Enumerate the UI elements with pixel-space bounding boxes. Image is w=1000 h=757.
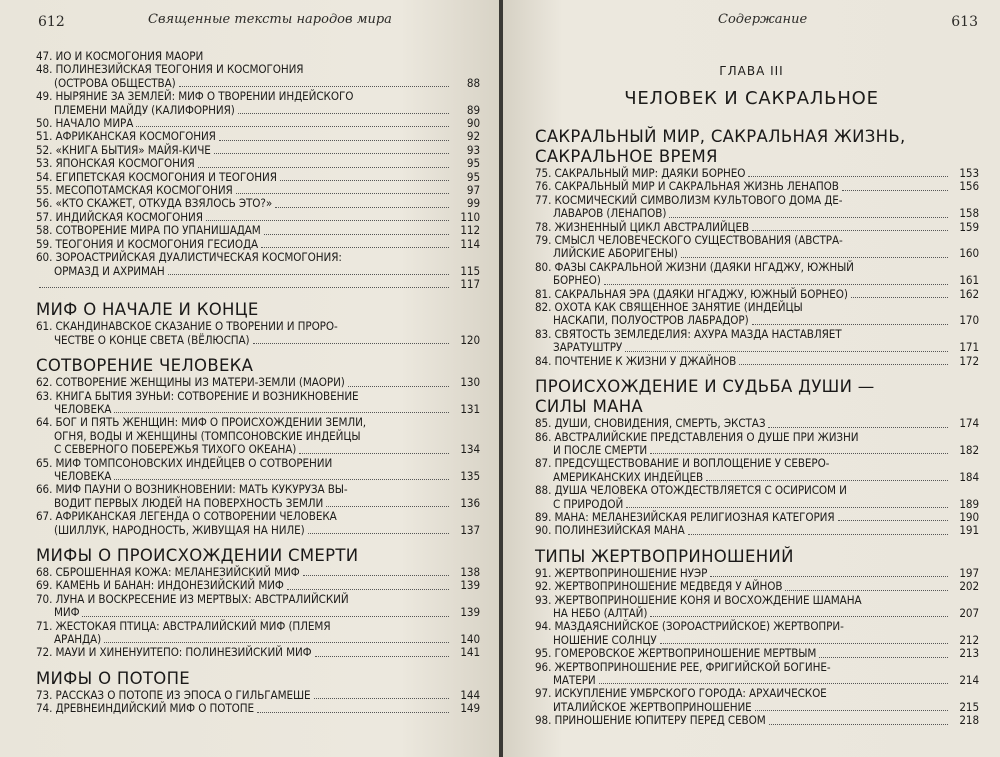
toc-entry-line: АРАНДА) <box>54 632 102 647</box>
toc-entry-line: 80. ФАЗЫ САКРАЛЬНОЙ ЖИЗНИ (ДАЯКИ НГАДЖУ, ЮЖНЫЙ <box>535 259 854 274</box>
toc-entry[interactable] <box>535 431 979 458</box>
toc-entry-line: 96. ЖЕРТВОПРИНОШЕНИЕ РЕЕ, ФРИГИЙСКОЙ БОГИНЕ- <box>535 659 831 674</box>
toc-entry-line: 89. МАНА: МЕЛАНЕЗИЙСКАЯ РЕЛИГИОЗНАЯ КАТЕГОРИЯ <box>535 509 835 524</box>
toc-entry[interactable] <box>36 376 480 389</box>
toc-entry-line: (ШИЛЛУК, НАРОДНОСТЬ, ЖИВУЩАЯ НА НИЛЕ) <box>54 522 305 537</box>
toc-page-number: 90 <box>466 116 480 131</box>
toc-entry-line: 78. ЖИЗНЕННЫЙ ЦИКЛ АВСТРАЛИЙЦЕВ <box>535 219 750 234</box>
toc-entry[interactable] <box>535 484 979 511</box>
toc-entry[interactable] <box>535 355 979 368</box>
toc-entry-line: МИФ <box>54 605 80 620</box>
dot-leader <box>669 217 948 218</box>
section-heading: СИЛЫ МАНА <box>535 397 643 417</box>
toc-entry-line: 82. ОХОТА КАК СВЯЩЕННОЕ ЗАНЯТИЕ (ИНДЕЙЦЫ <box>535 300 803 315</box>
toc-entry-line: НОШЕНИЕ СОЛНЦУ <box>553 632 657 647</box>
toc-page-number: 134 <box>460 442 480 457</box>
toc-entry[interactable] <box>535 194 979 221</box>
toc-entry[interactable] <box>535 417 979 430</box>
toc-entry-line: ЛАВАРОВ (ЛЕНАПОВ) <box>553 206 667 221</box>
toc-page-number: 114 <box>460 236 480 251</box>
section-heading: МИФЫ О ПОТОПЕ <box>36 668 191 688</box>
table-of-contents <box>535 118 979 728</box>
dot-leader <box>599 683 948 684</box>
toc-entry-line: 75. САКРАЛЬНЫЙ МИР: ДАЯКИ БОРНЕО <box>535 166 746 180</box>
toc-entry-line: НАСКАПИ, ПОЛУОСТРОВ ЛАБРАДОР) <box>553 313 749 328</box>
toc-entry[interactable] <box>535 620 979 647</box>
dot-leader <box>179 86 449 87</box>
toc-entry[interactable] <box>36 483 480 510</box>
toc-page-number: 189 <box>959 496 979 511</box>
dot-leader <box>136 126 449 127</box>
toc-entry-line: 74. ДРЕВНЕИНДИЙСКИЙ МИФ О ПОТОПЕ <box>36 701 254 716</box>
section-heading: СОТВОРЕНИЕ ЧЕЛОВЕКА <box>36 356 254 376</box>
dot-leader <box>236 193 449 194</box>
toc-page-number: 190 <box>959 509 979 524</box>
page-number: 613 <box>951 14 978 30</box>
section-heading: САКРАЛЬНОЕ ВРЕМЯ <box>535 147 718 166</box>
toc-page-number: 138 <box>460 565 480 579</box>
toc-entry[interactable] <box>36 593 480 620</box>
toc-page-number: 115 <box>460 263 480 278</box>
toc-entry[interactable] <box>36 416 480 456</box>
toc-page-number: 95 <box>466 156 480 171</box>
toc-page-number: 159 <box>959 219 979 234</box>
toc-page-number: 214 <box>959 673 979 687</box>
toc-page-number: 184 <box>959 469 979 484</box>
toc-entry[interactable] <box>36 320 480 347</box>
toc-entry-line: ВОДИТ ПЕРВЫХ ЛЮДЕЙ НА ПОВЕРХНОСТЬ ЗЕМЛИ <box>54 495 324 510</box>
toc-entry-line: 50. НАЧАЛО МИРА <box>36 116 134 131</box>
dot-leader <box>752 324 948 325</box>
dot-leader <box>39 287 449 288</box>
toc-entry-line: МАТЕРИ <box>553 673 596 687</box>
toc-entry-line: 59. ТЕОГОНИЯ И КОСМОГОНИЯ ГЕСИОДА <box>36 236 259 251</box>
toc-entry-line: НА НЕБО (АЛТАЙ) <box>553 605 648 620</box>
toc-entry-line: 53. ЯПОНСКАЯ КОСМОГОНИЯ <box>36 156 195 171</box>
dot-leader <box>752 230 948 231</box>
toc-page-number: 149 <box>460 701 480 716</box>
dot-leader <box>198 167 449 168</box>
section-heading: ПРОИСХОЖДЕНИЕ И СУДЬБА ДУШИ — <box>535 377 875 397</box>
dot-leader <box>104 642 449 643</box>
toc-entry[interactable] <box>36 702 480 715</box>
toc-entry[interactable] <box>36 251 480 278</box>
toc-page-number: 139 <box>460 605 480 620</box>
toc-page-number: 141 <box>460 645 480 660</box>
right-page <box>503 0 1000 757</box>
dot-leader <box>851 297 948 298</box>
toc-page-number: 171 <box>959 340 979 355</box>
toc-entry[interactable] <box>36 457 480 484</box>
section-heading: САКРАЛЬНЫЙ МИР, САКРАЛЬНАЯ ЖИЗНЬ, <box>535 127 906 146</box>
toc-entry[interactable] <box>36 197 480 210</box>
toc-page-number: 130 <box>460 375 480 390</box>
dot-leader <box>710 576 948 577</box>
table-of-contents <box>36 50 480 716</box>
toc-entry-line: 51. АФРИКАНСКАЯ КОСМОГОНИЯ <box>36 129 216 144</box>
dot-leader <box>299 453 449 454</box>
toc-page-number: 92 <box>466 129 480 144</box>
toc-entry-line: 85. ДУШИ, СНОВИДЕНИЯ, СМЕРТЬ, ЭКСТАЗ <box>535 416 766 431</box>
running-head: Содержание <box>718 12 808 27</box>
toc-entry-line: ЧЕСТВЕ О КОНЦЕ СВЕТА (ВЁЛЮСПА) <box>54 332 250 347</box>
dot-leader <box>326 506 449 507</box>
toc-entry-line: ОРМАЗД И АХРИМАН <box>54 263 165 278</box>
toc-entry-line: 52. «КНИГА БЫТИЯ» МАЙЯ-КИЧЕ <box>36 142 211 157</box>
toc-page-number: 99 <box>466 196 480 211</box>
dot-leader <box>264 234 449 235</box>
toc-entry[interactable] <box>535 714 979 727</box>
toc-entry-line: АМЕРИКАНСКИХ ИНДЕЙЦЕВ <box>553 469 704 484</box>
toc-entry[interactable] <box>535 457 979 484</box>
toc-entry-line: 94. МАЗДАЯСНИЙСКОЕ (ЗОРОАСТРИЙСКОЕ) ЖЕРТВОПРИ- <box>535 619 844 634</box>
toc-entry-line: 73. РАССКАЗ О ПОТОПЕ ИЗ ЭПОСА О ГИЛЬГАМЕШЕ <box>36 687 311 702</box>
toc-entry-line: ОГНЯ, ВОДЫ И ЖЕНЩИНЫ (ТОМПСОНОВСКИЕ ИНДЕЙЦЫ <box>54 428 361 443</box>
toc-entry-line: 54. ЕГИПЕТСКАЯ КОСМОГОНИЯ И ТЕОГОНИЯ <box>36 169 277 184</box>
toc-page-number: 170 <box>959 313 979 328</box>
dot-leader <box>315 656 449 657</box>
toc-entry-line: 65. МИФ ТОМПСОНОВСКИХ ИНДЕЙЦЕВ О СОТВОРЕНИИ <box>36 455 333 470</box>
toc-entry-line: (ОСТРОВА ОБЩЕСТВА) <box>54 75 176 90</box>
toc-entry-line: 55. МЕСОПОТАМСКАЯ КОСМОГОНИЯ <box>36 183 233 198</box>
toc-entry-line: 86. АВСТРАЛИЙСКИЕ ПРЕДСТАВЛЕНИЯ О ДУШЕ ПРИ ЖИЗНИ <box>535 429 859 444</box>
toc-entry[interactable] <box>36 144 480 157</box>
toc-entry-line: 71. ЖЕСТОКАЯ ПТИЦА: АВСТРАЛИЙСКИЙ МИФ (ПЛЕМЯ <box>36 618 331 633</box>
toc-page-number: 137 <box>460 522 480 537</box>
toc-entry[interactable] <box>535 221 979 234</box>
toc-page-number: 215 <box>959 699 979 714</box>
toc-entry[interactable] <box>36 63 480 90</box>
dot-leader <box>755 710 948 711</box>
toc-entry-line: ЧЕЛОВЕКА <box>54 401 112 416</box>
toc-entry[interactable] <box>535 661 979 688</box>
toc-page-number: 89 <box>466 102 480 117</box>
dot-leader <box>660 643 948 644</box>
toc-page-number: 197 <box>959 565 979 580</box>
toc-page-number: 160 <box>959 246 979 261</box>
dot-leader <box>604 284 948 285</box>
dot-leader <box>219 140 449 141</box>
toc-entry[interactable] <box>36 171 480 184</box>
toc-entry-line: 95. ГОМЕРОВСКОЕ ЖЕРТВОПРИНОШЕНИЕ МЕРТВЫМ <box>535 646 817 661</box>
toc-entry-line: БОРНЕО) <box>553 273 601 288</box>
toc-entry-line: 91. ЖЕРТВОПРИНОШЕНИЕ НУЭР <box>535 565 708 580</box>
toc-entry-line: 81. САКРАЛЬНАЯ ЭРА (ДАЯКИ НГАДЖУ, ЮЖНЫЙ БОРНЕО) <box>535 286 848 301</box>
toc-page-number: 144 <box>460 687 480 702</box>
toc-entry[interactable] <box>535 647 979 660</box>
dot-leader <box>275 207 449 208</box>
toc-entry[interactable] <box>36 157 480 170</box>
toc-entry[interactable] <box>36 390 480 417</box>
toc-entry-line: 68. СБРОШЕННАЯ КОЖА: МЕЛАНЕЗИЙСКИЙ МИФ <box>36 565 300 579</box>
toc-entry[interactable] <box>535 524 979 537</box>
toc-entry-line: 70. ЛУНА И ВОСКРЕСЕНИЕ ИЗ МЕРТВЫХ: АВСТРАЛИЙСКИЙ <box>36 591 349 606</box>
toc-entry-line: 69. КАМЕНЬ И БАНАН: ИНДОНЕЗИЙСКИЙ МИФ <box>36 578 284 593</box>
dot-leader <box>739 364 948 365</box>
toc-page-number: 136 <box>460 495 480 510</box>
toc-entry[interactable] <box>535 234 979 261</box>
toc-entry-line: 83. СВЯТОСТЬ ЗЕМЛЕДЕЛИЯ: АХУРА МАЗДА НАСТАВЛЯЕТ <box>535 326 842 341</box>
dot-leader <box>625 351 948 352</box>
toc-entry-line: 77. КОСМИЧЕСКИЙ СИМВОЛИЗМ КУЛЬТОВОГО ДОМА ДЕ- <box>535 192 843 207</box>
dot-leader <box>261 247 449 248</box>
dot-leader <box>82 616 449 617</box>
toc-entry[interactable] <box>535 261 979 288</box>
toc-entry-line: И ПОСЛЕ СМЕРТИ <box>553 442 648 457</box>
dot-leader <box>114 479 449 480</box>
toc-page-number: 97 <box>466 183 480 198</box>
toc-page-number: 202 <box>959 579 979 594</box>
toc-entry-line: 57. ИНДИЙСКАЯ КОСМОГОНИЯ <box>36 209 203 224</box>
dot-leader <box>748 176 948 177</box>
section-heading: МИФЫ О ПРОИСХОЖДЕНИИ СМЕРТИ <box>36 546 359 565</box>
toc-page-number: 139 <box>460 578 480 593</box>
dot-leader <box>114 412 449 413</box>
dot-leader <box>785 590 948 591</box>
toc-entry[interactable] <box>36 130 480 143</box>
toc-page-number: 161 <box>959 273 979 288</box>
toc-page-number: 120 <box>460 332 480 347</box>
dot-leader <box>257 712 449 713</box>
dot-leader <box>650 453 948 454</box>
toc-page-number: 88 <box>466 75 480 90</box>
toc-page-number: 110 <box>460 209 480 224</box>
dot-leader <box>842 190 948 191</box>
toc-entry[interactable] <box>535 594 979 621</box>
toc-entry-line: 64. БОГ И ПЯТЬ ЖЕНЩИН: МИФ О ПРОИСХОЖДЕНИИ ЗЕМЛИ, <box>36 415 367 430</box>
toc-page-number: 207 <box>959 605 979 620</box>
chapter-label: ГЛАВА III <box>719 64 784 78</box>
dot-leader <box>348 386 449 387</box>
toc-page-number: 112 <box>460 223 480 238</box>
toc-entry-line: 47. ИО И КОСМОГОНИЯ МАОРИ <box>36 49 204 63</box>
toc-entry-line: 97. ИСКУПЛЕНИЕ УМБРСКОГО ГОРОДА: АРХАИЧЕСКОЕ <box>535 686 827 701</box>
toc-page-number: 117 <box>460 276 480 291</box>
toc-entry[interactable] <box>535 687 979 714</box>
toc-entry[interactable] <box>36 620 480 647</box>
toc-entry-line: 48. ПОЛИНЕЗИЙСКАЯ ТЕОГОНИЯ И КОСМОГОНИЯ <box>36 62 304 77</box>
dot-leader <box>303 575 449 576</box>
section-heading: ТИПЫ ЖЕРТВОПРИНОШЕНИЙ <box>535 546 794 566</box>
toc-entry[interactable] <box>36 184 480 197</box>
toc-entry-line: 90. ПОЛИНЕЗИЙСКАЯ МАНА <box>535 523 685 538</box>
toc-entry-line: 72. МАУИ И ХИНЕНУИТЕПО: ПОЛИНЕЗИЙСКИЙ МИФ <box>36 645 312 660</box>
toc-page-number: 158 <box>959 206 979 221</box>
toc-entry[interactable] <box>36 510 480 537</box>
toc-entry[interactable] <box>36 90 480 117</box>
toc-entry-line: 56. «КТО СКАЖЕТ, ОТКУДА ВЗЯЛОСЬ ЭТО?» <box>36 196 273 211</box>
toc-entry[interactable] <box>36 117 480 130</box>
toc-entry[interactable] <box>535 328 979 355</box>
toc-page-number: 182 <box>959 442 979 457</box>
toc-page-number: 191 <box>959 523 979 538</box>
toc-entry-line: 63. КНИГА БЫТИЯ ЗУНЬИ: СОТВОРЕНИЕ И ВОЗНИКНОВЕНИЕ <box>36 388 359 403</box>
dot-leader <box>769 724 948 725</box>
toc-entry-line: ЗАРАТУШТРУ <box>553 340 623 355</box>
toc-entry-line: 87. ПРЕДСУЩЕСТВОВАНИЕ И ВОПЛОЩЕНИЕ У СЕВЕРО- <box>535 456 830 471</box>
toc-page-number: 93 <box>466 142 480 157</box>
chapter-title: ЧЕЛОВЕК И САКРАЛЬНОЕ <box>624 88 879 109</box>
dot-leader <box>838 520 948 521</box>
toc-entry-line: 76. САКРАЛЬНЫЙ МИР И САКРАЛЬНАЯ ЖИЗНЬ ЛЕНАПОВ <box>535 179 839 194</box>
toc-entry[interactable] <box>535 180 979 193</box>
toc-page-number: 172 <box>959 353 979 368</box>
dot-leader <box>819 657 948 658</box>
toc-entry-line: 58. СОТВОРЕНИЕ МИРА ПО УПАНИШАДАМ <box>36 223 261 238</box>
toc-entry-line: 88. ДУША ЧЕЛОВЕКА ОТОЖДЕСТВЛЯЕТСЯ С ОСИРИСОМ И <box>535 483 847 498</box>
dot-leader <box>287 589 449 590</box>
toc-entry-line: С ПРИРОДОЙ <box>553 496 624 511</box>
dot-leader <box>650 616 948 617</box>
toc-entry-line: 49. НЫРЯНИЕ ЗА ЗЕМЛЕЙ: МИФ О ТВОРЕНИИ ИНДЕЙСКОГО <box>36 89 354 104</box>
toc-entry-line: ИТАЛИЙСКОЕ ЖЕРТВОПРИНОШЕНИЕ <box>553 699 752 714</box>
dot-leader <box>238 113 449 114</box>
toc-entry-line: ЧЕЛОВЕКА <box>54 468 112 483</box>
toc-entry-line: 92. ЖЕРТВОПРИНОШЕНИЕ МЕДВЕДЯ У АЙНОВ <box>535 579 783 594</box>
toc-entry-line: 62. СОТВОРЕНИЕ ЖЕНЩИНЫ ИЗ МАТЕРИ-ЗЕМЛИ (МАОРИ) <box>36 375 345 390</box>
toc-entry-line: 93. ЖЕРТВОПРИНОШЕНИЕ КОНЯ И ВОСХОЖДЕНИЕ ШАМАНА <box>535 592 862 607</box>
toc-page-number: 174 <box>959 416 979 431</box>
toc-entry-line: С СЕВЕРНОГО ПОБЕРЕЖЬЯ ТИХОГО ОКЕАНА) <box>54 442 297 457</box>
toc-entry[interactable] <box>535 580 979 593</box>
toc-page-number: 213 <box>959 646 979 661</box>
dot-leader <box>688 534 948 535</box>
dot-leader <box>280 180 449 181</box>
toc-page-number: 212 <box>959 632 979 647</box>
dot-leader <box>308 533 449 534</box>
toc-entry[interactable] <box>36 646 480 659</box>
toc-page-number: 135 <box>460 468 480 483</box>
toc-entry-line: 98. ПРИНОШЕНИЕ ЮПИТЕРУ ПЕРЕД СЕВОМ <box>535 713 766 728</box>
toc-entry-line: 84. ПОЧТЕНИЕ К ЖИЗНИ У ДЖАЙНОВ <box>535 353 737 368</box>
toc-entry-line: 67. АФРИКАНСКАЯ ЛЕГЕНДА О СОТВОРЕНИИ ЧЕЛОВЕКА <box>36 509 337 524</box>
dot-leader <box>768 427 948 428</box>
toc-page-number: 162 <box>959 286 979 301</box>
toc-entry-line: 79. СМЫСЛ ЧЕЛОВЕЧЕСКОГО СУЩЕСТВОВАНИЯ (АВСТРА- <box>535 233 843 248</box>
toc-page-number: 140 <box>460 632 480 647</box>
toc-page-number: 218 <box>959 713 979 728</box>
dot-leader <box>206 220 449 221</box>
toc-page-number: 95 <box>466 169 480 184</box>
toc-entry[interactable] <box>535 301 979 328</box>
page-number: 612 <box>38 14 65 30</box>
toc-entry[interactable] <box>36 579 480 592</box>
section-heading: МИФ О НАЧАЛЕ И КОНЦЕ <box>36 300 259 320</box>
dot-leader <box>214 153 449 154</box>
toc-entry-line: ПЛЕМЕНИ МАЙДУ (КАЛИФОРНИЯ) <box>54 102 235 117</box>
toc-entry-line: 61. СКАНДИНАВСКОЕ СКАЗАНИЕ О ТВОРЕНИИ И ПРОРО- <box>36 319 338 334</box>
toc-entry-line: 60. ЗОРОАСТРИЙСКАЯ ДУАЛИСТИЧЕСКАЯ КОСМОГОНИЯ: <box>36 250 342 265</box>
toc-page-number: 156 <box>959 179 979 194</box>
dot-leader <box>168 274 449 275</box>
running-head: Священные тексты народов мира <box>148 12 392 27</box>
toc-entry[interactable] <box>36 211 480 224</box>
toc-entry[interactable] <box>36 224 480 237</box>
dot-leader <box>253 343 449 344</box>
dot-leader <box>626 507 948 508</box>
toc-page-number: 131 <box>460 401 480 416</box>
dot-leader <box>706 480 948 481</box>
dot-leader <box>681 257 948 258</box>
toc-entry-line: 66. МИФ ПАУНИ О ВОЗНИКНОВЕНИИ: МАТЬ КУКУРУЗА ВЫ- <box>36 482 348 497</box>
toc-entry-line: ЛИЙСКИЕ АБОРИГЕНЫ) <box>553 246 678 261</box>
toc-page-number: 153 <box>959 166 979 180</box>
toc-entry[interactable] <box>36 278 480 291</box>
dot-leader <box>314 698 449 699</box>
